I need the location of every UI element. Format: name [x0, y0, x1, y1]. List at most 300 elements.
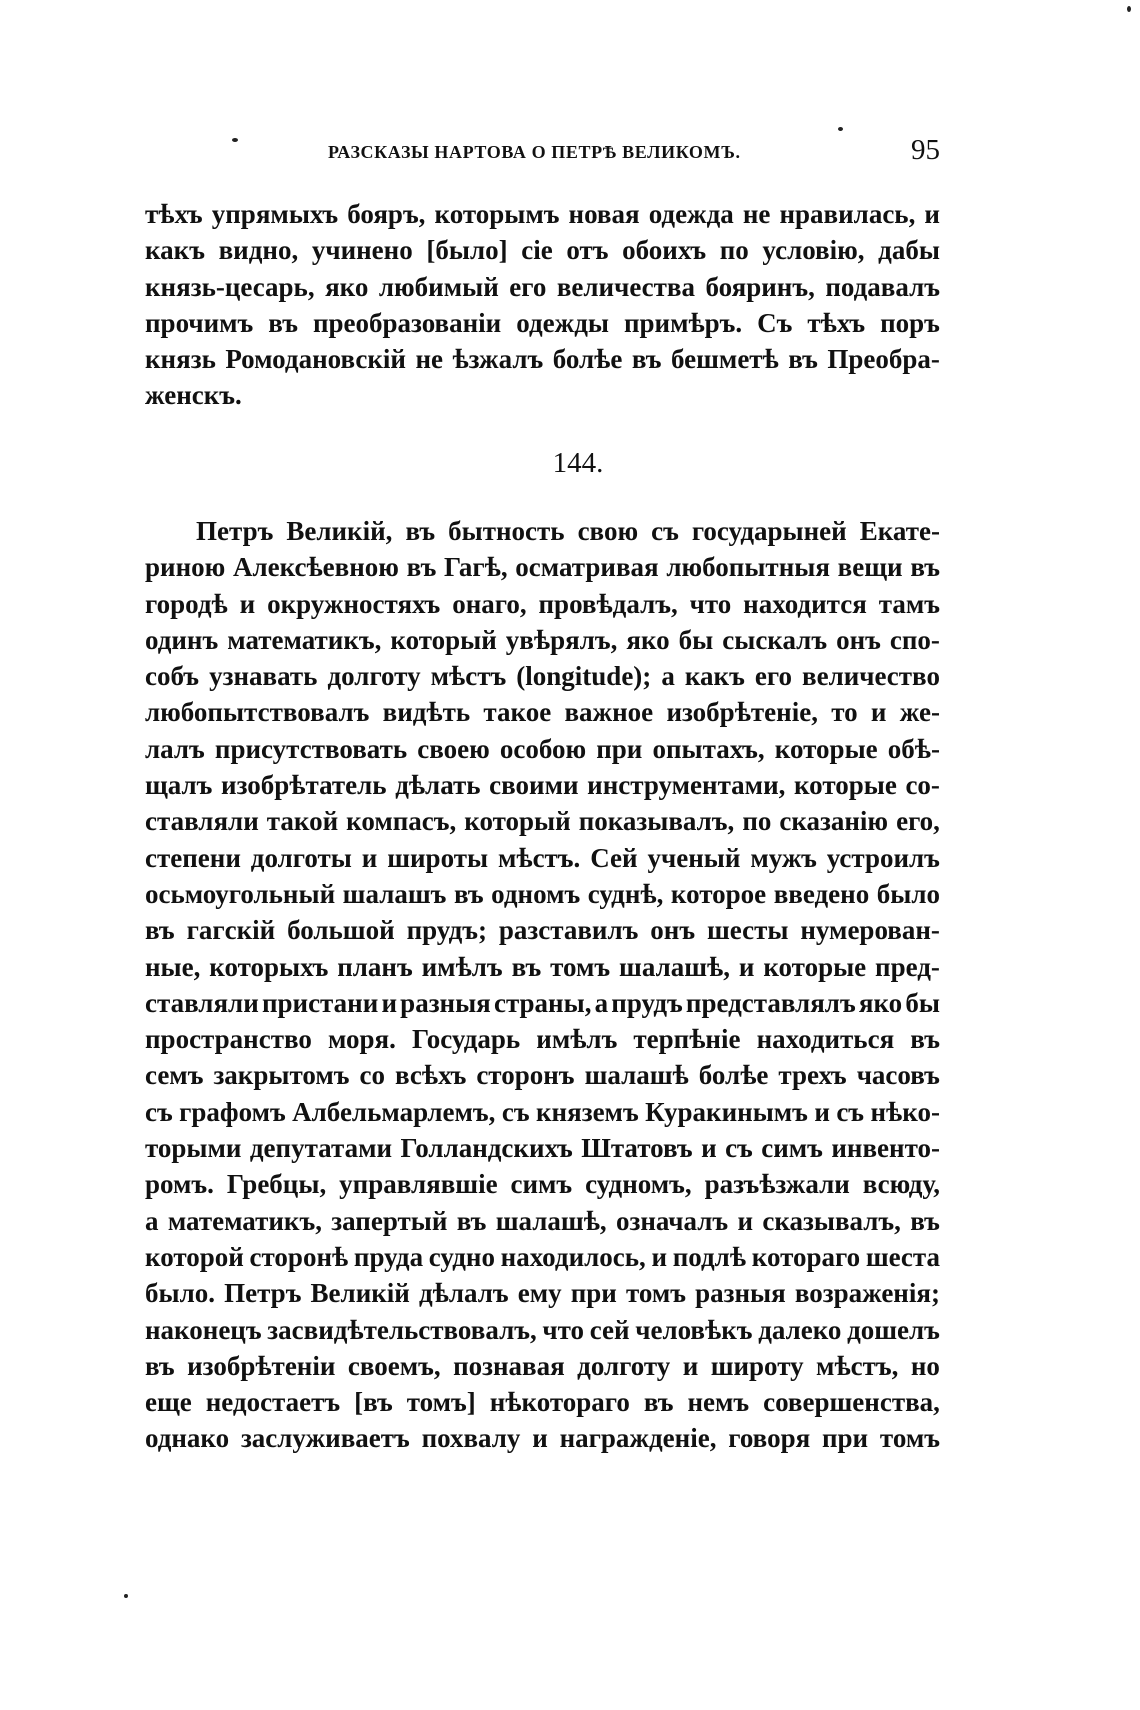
word: Великій [310, 1278, 410, 1309]
page-number: 95 [911, 134, 940, 166]
word: показывалъ, [578, 806, 735, 837]
text-line [145, 912, 940, 948]
word: спо- [889, 624, 940, 655]
word: узнавать [209, 661, 318, 692]
word: Великій, [286, 516, 393, 546]
word: торыми [145, 1133, 242, 1164]
word: одежда [648, 199, 734, 229]
word: которые [774, 733, 878, 764]
text-line [145, 1130, 940, 1166]
word: немъ [687, 1387, 750, 1418]
word: похвалу [421, 1423, 521, 1454]
word: награжденіе, [559, 1423, 717, 1454]
text-line [145, 803, 940, 839]
word: важное [564, 697, 654, 728]
text-line [145, 1094, 940, 1130]
word: широту [710, 1350, 804, 1381]
word: при [570, 1278, 617, 1309]
word: а [594, 987, 609, 1018]
word: судно [428, 1241, 495, 1272]
word: изобрѣтеніи [187, 1350, 336, 1381]
word: ему [517, 1278, 562, 1309]
word: томъ] [406, 1387, 476, 1418]
word: величество [802, 661, 940, 692]
word: томъ [550, 951, 611, 982]
word: лалъ [145, 733, 205, 764]
word: познавая [453, 1350, 565, 1381]
word: князь [145, 344, 216, 375]
word: и [738, 951, 755, 982]
word: княземъ [536, 1096, 639, 1127]
text-line [145, 1384, 940, 1420]
word: по [742, 806, 772, 837]
word: дѣлать [395, 770, 481, 801]
word: своею [417, 733, 490, 764]
word: разныя [400, 987, 491, 1018]
word: болѣе [698, 1060, 769, 1091]
word: и [737, 1205, 754, 1236]
word: условію, [762, 235, 865, 266]
word: заслуживаетъ [240, 1423, 410, 1454]
word: въ [453, 878, 484, 909]
word: любимый [378, 271, 499, 302]
word: устроилъ [826, 842, 940, 873]
word: означалъ [615, 1205, 729, 1236]
word: опытахъ, [652, 733, 765, 764]
word: нумерован- [800, 915, 940, 946]
word: всюду, [862, 1169, 940, 1200]
word: но [910, 1350, 940, 1381]
word: любопытныя [666, 552, 830, 583]
word: разставилъ [498, 915, 639, 946]
text-line [145, 549, 940, 585]
word: онъ [836, 624, 881, 655]
word: поръ [880, 307, 940, 338]
word: и [682, 1350, 699, 1381]
text-line [145, 731, 940, 767]
word: математикъ, [227, 624, 382, 655]
word: какъ [684, 661, 745, 692]
word: мужъ [750, 842, 817, 873]
word: бы [905, 987, 940, 1018]
word: пред- [875, 951, 940, 982]
word: его [509, 271, 547, 302]
paragraph-anecdote-144 [145, 513, 940, 1457]
word: Сей [590, 842, 638, 873]
word: страны, [493, 987, 592, 1018]
word: обоихъ [622, 235, 707, 266]
word: которымъ [434, 199, 560, 229]
word: введено [773, 878, 870, 909]
word: въ [268, 307, 298, 338]
word: въ [643, 1387, 674, 1418]
word: при [821, 1423, 869, 1454]
word: а [145, 1205, 159, 1236]
word: тамъ [878, 588, 940, 619]
word: присутствовать [214, 733, 408, 764]
word: томъ [625, 1278, 686, 1309]
word: гагскій [186, 915, 276, 946]
word: имѣлъ [421, 951, 503, 982]
word: съ [145, 1096, 173, 1127]
word: въ [910, 552, 940, 583]
word: нѣко- [870, 1096, 940, 1127]
word: широты [387, 842, 489, 873]
word: тѣхъ [145, 199, 203, 229]
text-line [145, 232, 940, 268]
word: ставляли [145, 806, 259, 837]
word: недостаетъ [205, 1387, 341, 1418]
word: дошелъ [847, 1314, 940, 1345]
section-heading [0, 447, 1140, 480]
word: обѣ- [887, 733, 940, 764]
text-line [145, 658, 940, 694]
word: какъ [145, 235, 205, 266]
word: своемъ, [347, 1350, 441, 1381]
word: планъ [337, 951, 413, 982]
word: видно, [218, 235, 299, 266]
word: и [239, 588, 256, 619]
print-speck [838, 127, 843, 131]
text-line [145, 1239, 940, 1275]
text-line [145, 377, 940, 413]
word: увѣрялъ, [505, 624, 618, 655]
word: бытность [448, 516, 565, 546]
word: и [924, 199, 940, 229]
word: щалъ [145, 770, 213, 801]
word: свою [577, 516, 639, 546]
word: засвидѣтельствовалъ, [267, 1314, 537, 1345]
word: одежды [516, 307, 609, 338]
word: и [381, 987, 397, 1018]
word: тѣхъ [807, 307, 866, 338]
text-line [145, 341, 940, 377]
word: говоря [728, 1423, 811, 1454]
word: осматривая [515, 552, 659, 583]
word: со- [905, 770, 940, 801]
word: преобразованіи [312, 307, 502, 338]
word: такой [266, 806, 339, 837]
word: съ [501, 1096, 530, 1127]
text-line [145, 1057, 940, 1093]
word: сказанію [779, 806, 889, 837]
word: съ [725, 1133, 753, 1164]
word: съ [651, 516, 679, 546]
word: Государь [411, 1024, 521, 1055]
word: учинено [311, 235, 413, 266]
word: которыхъ [209, 951, 329, 982]
word: долготу [577, 1350, 671, 1381]
word: Куракинымъ [645, 1096, 808, 1127]
word: [въ [354, 1387, 393, 1418]
print-speck [1127, 6, 1131, 12]
word: яко [325, 271, 369, 302]
word: [было] [426, 235, 508, 266]
word: ромъ. [145, 1169, 214, 1200]
word: особою [499, 733, 587, 764]
word: князь-цесарь, [145, 271, 315, 302]
word: терпѣніе [633, 1024, 741, 1055]
word: не [415, 344, 443, 375]
word: сіе [521, 235, 553, 266]
text-line [145, 586, 940, 622]
word: дабы [878, 235, 940, 266]
word: Петръ [196, 516, 274, 546]
word: дѣлалъ [418, 1278, 509, 1309]
word: отъ [566, 235, 609, 266]
word: по [719, 235, 749, 266]
word: Алексѣевною [232, 552, 399, 583]
word: бы [678, 624, 714, 655]
text-line [145, 694, 940, 730]
word: запертый [331, 1205, 448, 1236]
word: большой [287, 915, 395, 946]
word: представлялъ [685, 987, 856, 1018]
word: ные, [145, 951, 201, 982]
word: въ [406, 552, 437, 583]
word: собъ [145, 661, 200, 692]
word: сей [589, 1314, 630, 1345]
word: который [390, 624, 497, 655]
word: еще [145, 1387, 192, 1418]
word: томъ [879, 1423, 940, 1454]
word: въ [788, 344, 818, 375]
word: судномъ, [585, 1169, 692, 1200]
word: находиться [756, 1024, 895, 1055]
word: примѣръ. [623, 307, 743, 338]
word: моря. [327, 1024, 396, 1055]
word: шалашѣ, [495, 1205, 607, 1236]
word: осьмоугольный [145, 878, 336, 909]
text-line [145, 767, 940, 803]
word: упрямыхъ [211, 199, 339, 229]
word: такое [483, 697, 552, 728]
word: (longitude); [516, 661, 652, 692]
print-speck [232, 138, 238, 142]
word: ѣзжалъ [452, 344, 544, 375]
word: болѣе [552, 344, 623, 375]
word: которое [670, 878, 767, 909]
word: степени [145, 842, 241, 873]
word: яко [626, 624, 670, 655]
word: мѣстъ [430, 661, 507, 692]
text-line [145, 949, 940, 985]
word: шеста [865, 1241, 940, 1272]
word: городѣ [145, 588, 228, 619]
word: ставляли [145, 987, 259, 1018]
word: что [542, 1314, 585, 1345]
word: его [754, 661, 792, 692]
text-line [145, 840, 940, 876]
word: со [359, 1060, 385, 1091]
word: не [742, 199, 771, 229]
word: съ [836, 1096, 865, 1127]
paragraph-continued [145, 196, 940, 414]
word: человѣкъ [635, 1314, 753, 1345]
word: въ [145, 1350, 175, 1381]
word: Преобра- [827, 344, 940, 375]
word: математикъ, [167, 1205, 322, 1236]
word: Ромодановскій [225, 344, 406, 375]
word: прочимъ [145, 307, 254, 338]
word: которой [145, 1241, 244, 1272]
word: которые [793, 770, 897, 801]
word: инвенто- [831, 1133, 940, 1164]
word: который [464, 806, 571, 837]
word: Голландскихъ [400, 1133, 573, 1164]
text-line [145, 1021, 940, 1057]
word: мѣстъ. [497, 842, 581, 873]
word: симъ [510, 1169, 573, 1200]
word: возраженія; [794, 1278, 940, 1309]
text-line [145, 196, 940, 232]
text-line [145, 876, 940, 912]
word: риною [145, 552, 226, 583]
word: нѣкотораго [489, 1387, 630, 1418]
word: симъ [761, 1133, 823, 1164]
word: при [596, 733, 643, 764]
word: управлявшіе [339, 1169, 498, 1200]
word: котораго [751, 1241, 861, 1272]
word: провѣдалъ, [538, 588, 678, 619]
word: и [651, 1241, 668, 1272]
word: въ [145, 915, 175, 946]
word: въ [456, 1205, 487, 1236]
running-title: РАЗСКАЗЫ НАРТОВА О ПЕТРѢ ВЕЛИКОМЪ. [328, 142, 741, 162]
word: его, [896, 806, 940, 837]
word: нравилась, [779, 199, 916, 229]
word: въ [910, 1024, 940, 1055]
word: прудъ [611, 987, 683, 1018]
word: депутатами [249, 1133, 393, 1164]
word: а [661, 661, 675, 692]
page-header [290, 134, 940, 174]
word: яко [858, 987, 903, 1018]
word: онъ [650, 915, 696, 946]
word: въ [511, 951, 542, 982]
word: любопытствовалъ [145, 697, 370, 728]
word: изобрѣтатель [221, 770, 387, 801]
word: въ [405, 516, 436, 546]
word: Гребцы, [226, 1169, 327, 1200]
word: вещи [837, 552, 903, 583]
word: своими [489, 770, 579, 801]
print-speck [124, 1594, 128, 1598]
word: въ [910, 1205, 940, 1236]
word: Штатовъ [581, 1133, 693, 1164]
word: трехъ [778, 1060, 847, 1091]
text-line [145, 985, 940, 1021]
text-line [145, 622, 940, 658]
word: сказывалъ, [762, 1205, 901, 1236]
word: шалашѣ, [619, 951, 730, 982]
word: и [361, 842, 378, 873]
word: которые [763, 951, 867, 982]
text-line [145, 1312, 940, 1348]
word: совершенства, [763, 1387, 940, 1418]
word: Съ [757, 307, 793, 338]
word: шалашѣ [584, 1060, 689, 1091]
word: Петръ [224, 1278, 302, 1309]
word: же- [899, 697, 940, 728]
word: величества [556, 271, 695, 302]
word: окружностяхъ [267, 588, 441, 619]
word: имѣлъ [536, 1024, 618, 1055]
word: шалашъ [342, 878, 447, 909]
word: одномъ [491, 878, 581, 909]
word: пристани [261, 987, 379, 1018]
word: Гагѣ, [444, 552, 508, 583]
word: онаго, [452, 588, 527, 619]
word: новая [568, 199, 640, 229]
section-number: 144. [552, 447, 604, 479]
word: суднѣ, [587, 878, 664, 909]
word: одинъ [145, 624, 219, 655]
word: и [814, 1096, 830, 1127]
word: инструментами, [587, 770, 786, 801]
word: разъѣзжали [704, 1169, 850, 1200]
text-line [145, 1166, 940, 1202]
word: Екате- [859, 516, 940, 546]
word: графомъ [179, 1096, 286, 1127]
word: однако [145, 1423, 230, 1454]
word: и [701, 1133, 717, 1164]
word: бояръ, [347, 199, 426, 229]
word: шесты [707, 915, 789, 946]
word: бояринъ, [705, 271, 815, 302]
word: сторонѣ [249, 1241, 349, 1272]
text-line [145, 269, 940, 305]
word: закрытомъ [213, 1060, 350, 1091]
word: женскъ. [145, 380, 242, 411]
word: компасъ, [346, 806, 457, 837]
word: было [876, 878, 940, 909]
text-line [145, 1203, 940, 1239]
word: сыскалъ [722, 624, 828, 655]
word: пруда [353, 1241, 424, 1272]
word: въ [631, 344, 662, 375]
word: государыней [691, 516, 847, 546]
word: что [689, 588, 732, 619]
word: было. [145, 1278, 215, 1309]
word: находится [743, 588, 867, 619]
text-line [145, 513, 940, 549]
word: семъ [145, 1060, 204, 1091]
word: часовъ [856, 1060, 940, 1091]
word: сторонъ [476, 1060, 575, 1091]
word: видѣть [382, 697, 471, 728]
word: наконецъ [145, 1314, 262, 1345]
word: далеко [758, 1314, 842, 1345]
text-line [145, 1420, 940, 1456]
text-line [145, 1275, 940, 1311]
word: разныя [695, 1278, 786, 1309]
word: долготу [327, 661, 421, 692]
word: и [870, 697, 887, 728]
word: и [532, 1423, 548, 1454]
text-line [145, 1348, 940, 1384]
word: подавалъ [825, 271, 940, 302]
word: Албельмарлемъ, [292, 1096, 496, 1127]
word: ученый [647, 842, 741, 873]
word: мѣстъ, [816, 1350, 899, 1381]
word: прудъ; [406, 915, 487, 946]
word: пространство [145, 1024, 312, 1055]
word: находилось, [500, 1241, 646, 1272]
text-line [145, 305, 940, 341]
word: бешметѣ [671, 344, 779, 375]
word: изобрѣтеніе, [666, 697, 818, 728]
